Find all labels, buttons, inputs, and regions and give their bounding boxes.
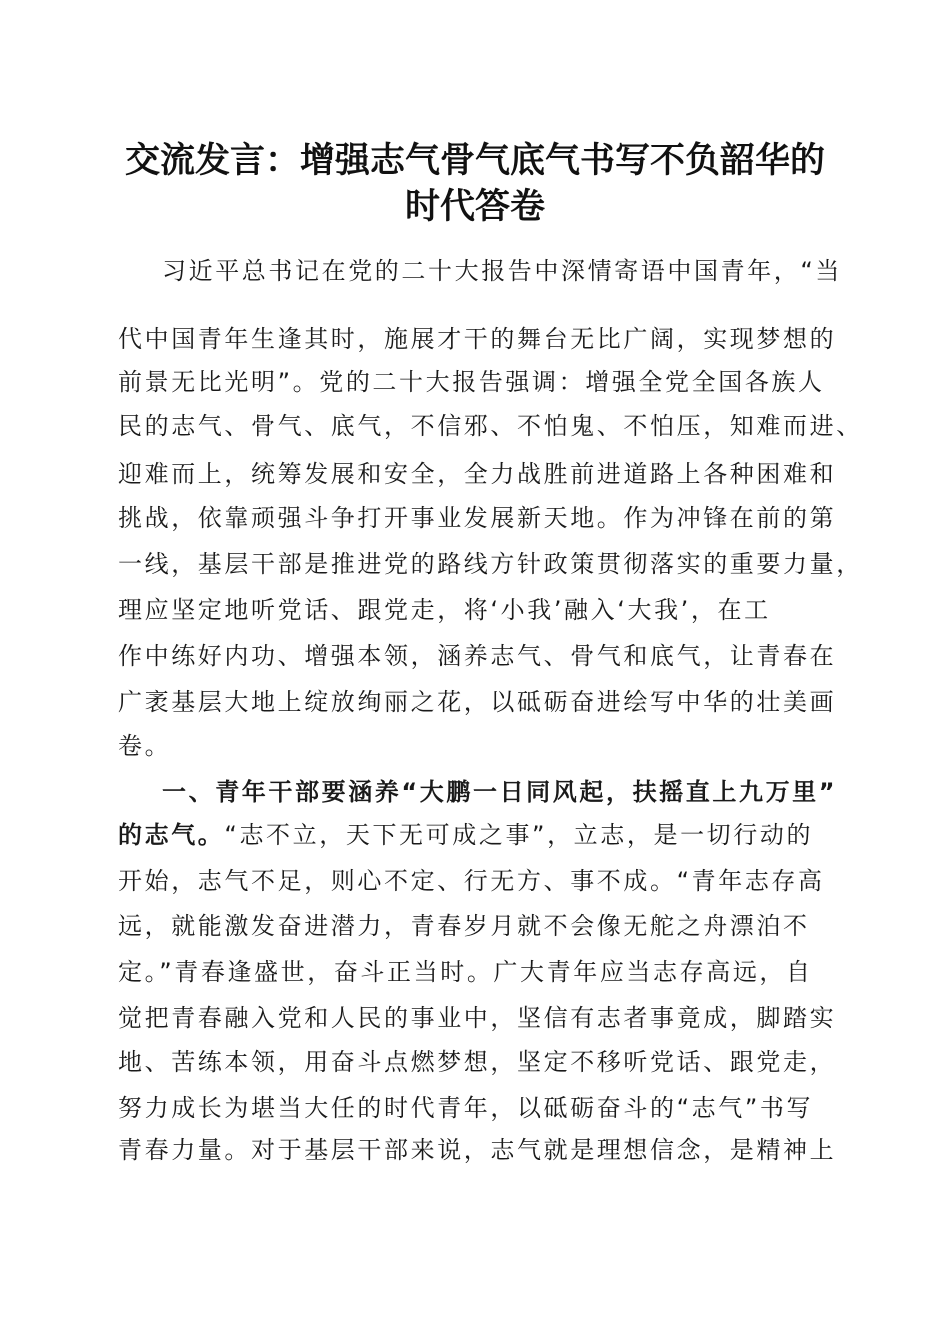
text-line: 作中练好内功、增强本领，涵养志气、骨气和底气，让青春在 [118,642,837,670]
section-text: “志不立，天下无可成之事”，立志，是一切行动的 [224,821,814,849]
section-heading-end: 的志气。 [118,821,225,849]
title-line-1: 交流发言：增强志气骨气底气书写不负韶华的 [124,140,825,181]
text-line: 前景无比光明”。党的二十大报告强调：增强全党全国各族人 [118,368,825,396]
text-line: 开始，志气不足，则心不定、行无方、事不成。“青年志存高 [118,867,825,895]
title-line-2: 时代答卷 [404,186,545,227]
text-line: 地、苦练本领，用奋斗点燃梦想，坚定不移听党话、跟党走， [118,1048,837,1076]
text-line: 迎难而上，统筹发展和安全，全力战胜前进道路上各种困难和 [118,460,837,488]
text-line: 努力成长为堪当大任的时代青年，以砥砺奋斗的“志气”书写 [118,1094,814,1122]
text-line: 挑战，依靠顽强斗争打开事业发展新天地。作为冲锋在前的第 [118,504,837,532]
text-line: 卷。 [118,732,172,760]
text-line: 习近平总书记在党的二十大报告中深情寄语中国青年，“当 [162,257,843,285]
text-line [118,819,838,851]
text-line: 理应坚定地听党话、跟党走，将‘小我’融入‘大我’，在工 [118,596,771,624]
text-line: 青春力量。对于基层干部来说，志气就是理想信念，是精神上 [118,1136,837,1164]
section-heading: 一、青年干部要涵养“大鹏一日同风起，扶摇直上九万里” [162,778,838,806]
text-line: 民的志气、骨气、底气，不信邪、不怕鬼、不怕压，知难而进、 [118,412,863,440]
text-line: 觉把青春融入党和人民的事业中，坚信有志者事竟成，脚踏实 [118,1004,837,1032]
text-line: 一线，基层干部是推进党的路线方针政策贯彻落实的重要力量， [118,550,863,578]
text-line: 远，就能激发奋进潜力，青春岁月就不会像无舵之舟漂泊不 [118,912,810,940]
text-line: 广袤基层大地上绽放绚丽之花，以砥砺奋进绘写中华的壮美画 [118,688,837,716]
text-line: 定。”青春逢盛世，奋斗正当时。广大青年应当志存高远，自 [118,958,813,986]
text-line: 代中国青年生逢其时，施展才干的舞台无比广阔，实现梦想的 [118,325,837,353]
